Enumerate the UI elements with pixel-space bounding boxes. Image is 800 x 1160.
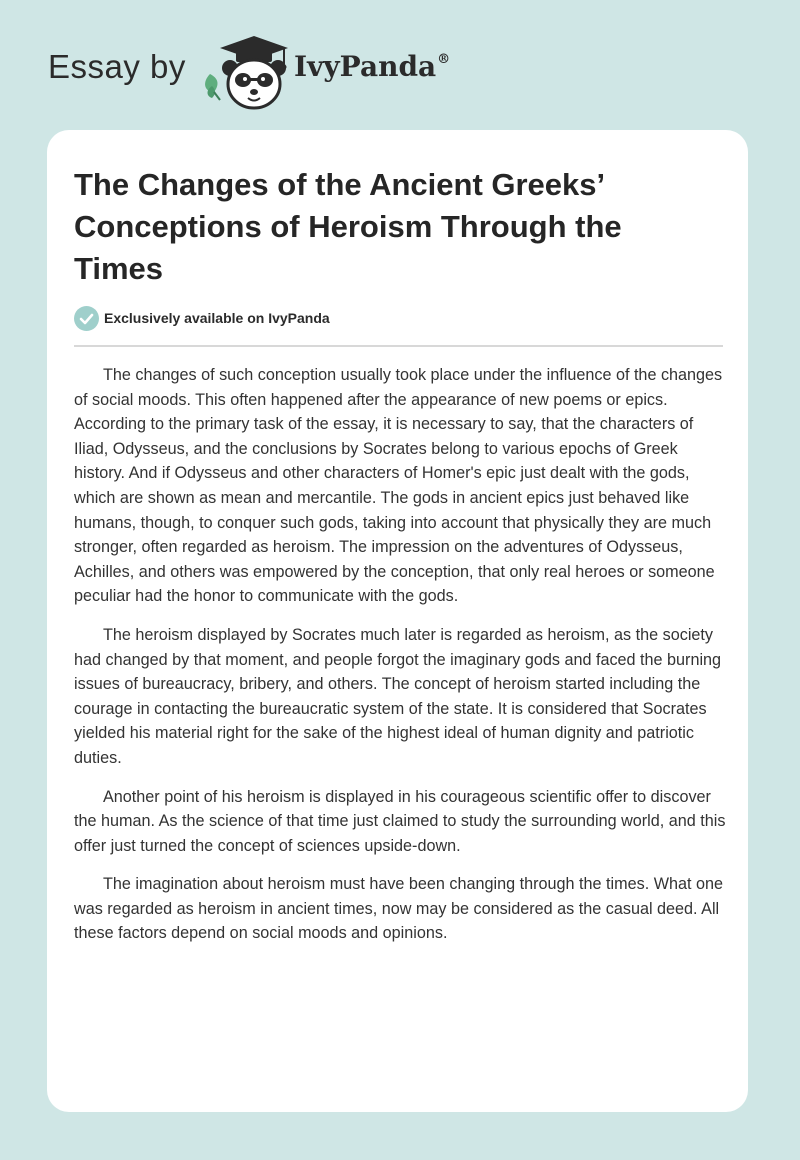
- paragraph: The heroism displayed by Socrates much later is regarded as heroism, as the society had changed by that moment, and people forgot the imaginary gods and faced the burning issues of bureaucracy, bribery, and others. The concept of heroism started including the courage in contacting the bureaucratic system of the state. It is considered that Socrates yielded his material right for the sake of the highest ideal of human dignity and patriotic duties.: [74, 625, 722, 767]
- check-circle-icon: [74, 306, 99, 331]
- paragraph: The changes of such conception usually took place under the influence of the changes of social moods. This often happened after the appearance of new poems or epics. According to the primary task of the essay, it is necessary to say, that the characters of Iliad, Odysseus, and the conclusions by Socrates belong to various epochs of Greek history. And if Odysseus and other characters of Homer's epic just dealt with the gods, which are shown as mean and mercantile. The gods in ancient epics just behaved like humans, though, to conquer such gods, taking into account that physically they are much stronger, often regarded as heroism. The impression on the adventures of Odysseus, Achilles, and others was empowered by the conception, that only real heroes or someone peculiar had the honor to communicate with the gods.: [74, 366, 723, 606]
- essay-card: [47, 130, 748, 1112]
- leaf-icon: [205, 74, 220, 100]
- paragraph: The imagination about heroism must have been changing through the times. What one was regarded as heroism in ancient times, now may be considered as the casual deed. All these factors depend on social moods and opinions.: [74, 875, 723, 943]
- brand-text: IvyPanda: [294, 50, 437, 83]
- panda-graduate-icon: [200, 34, 290, 110]
- brand-name[interactable]: [294, 50, 450, 83]
- essay-by-label: Essay by: [48, 48, 186, 85]
- exclusive-badge: [74, 305, 330, 331]
- divider: [74, 345, 723, 347]
- registered-mark: ®: [437, 52, 451, 67]
- site-header: [48, 34, 548, 114]
- logo[interactable]: [200, 34, 290, 110]
- page-title: The Changes of the Ancient Greeks’ Conceptions of Heroism Through the Times: [74, 167, 622, 286]
- essay-body: [74, 363, 726, 960]
- badge-label: Exclusively available on IvyPanda: [104, 310, 330, 326]
- paragraph: Another point of his heroism is displayed in his courageous scientific offer to discover the human. As the science of that time just claimed to study the surrounding world, and this offer just turned the concept of sciences upside-down.: [74, 787, 726, 855]
